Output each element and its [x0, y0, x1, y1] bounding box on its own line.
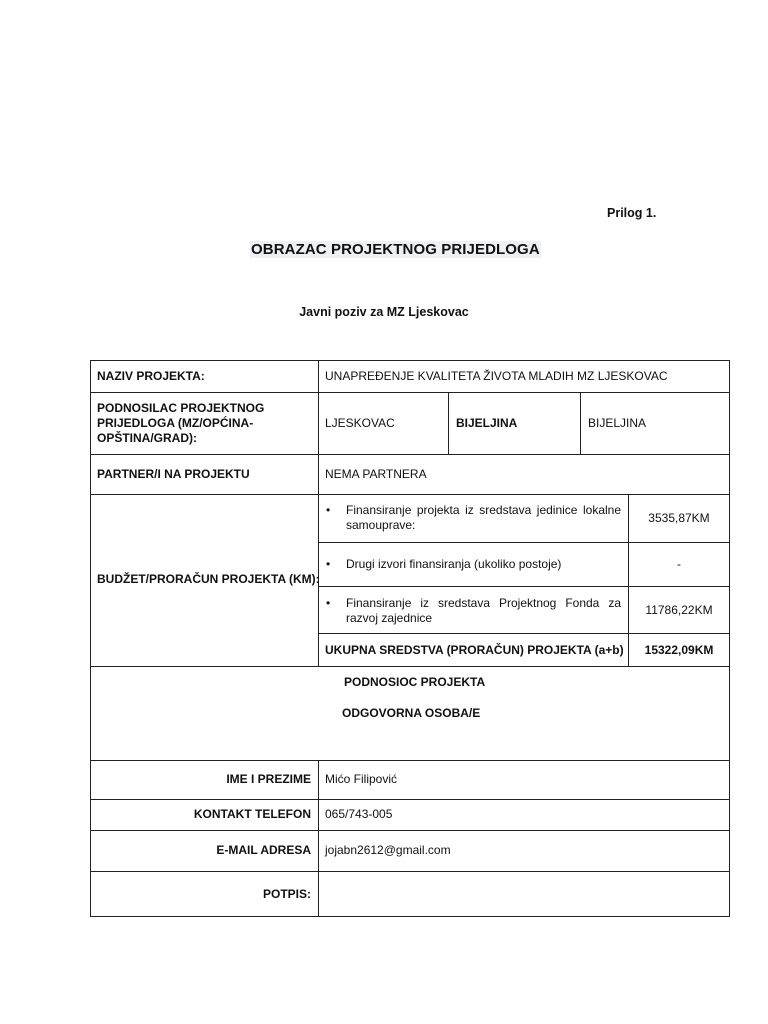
partner-label: PARTNER/I NA PROJEKTU: [97, 467, 250, 481]
budzet-row1-text: Finansiranje projekta iz sredstava jedinice lokalne samouprave:: [346, 503, 621, 532]
podnosilac-grad: BIJELJINA: [588, 416, 647, 430]
naziv-value: UNAPREĐENJE KVALITETA ŽIVOTA MLADIH MZ LJESKOVAC: [325, 369, 668, 383]
ime-value: Mićo Filipović: [325, 772, 398, 786]
bullet-icon: •: [326, 557, 331, 571]
form-title: OBRAZAC PROJEKTNOG PRIJEDLOGA: [251, 241, 540, 258]
potpis-label: POTPIS:: [262, 887, 311, 901]
form-subtitle: Javni poziv za MZ Ljeskovac: [299, 305, 469, 319]
email-label: E-MAIL ADRESA: [216, 843, 311, 857]
telefon-value: 065/743-005: [325, 807, 393, 821]
budzet-row3-amount: 11786,22KM: [645, 603, 713, 617]
odgovorna-title: ODGOVORNA OSOBA/E: [342, 706, 481, 720]
partner-value: NEMA PARTNERA: [325, 467, 427, 481]
budzet-label: BUDŽET/PRORAČUN PROJEKTA (KM):: [97, 572, 320, 586]
budzet-row3-text: Finansiranje iz sredstava Projektnog Fonda za razvoj zajednice: [346, 596, 621, 625]
potpis-value[interactable]: [325, 887, 720, 902]
attachment-label: Prilog 1.: [607, 206, 657, 220]
email-value: jojabn2612@gmail.com: [325, 843, 451, 857]
podnosilac-opcina: BIJELJINA: [456, 416, 518, 430]
podnosilac-label: PODNOSILAC PROJEKTNOG PRIJEDLOGA (MZ/OPĆINA-OPŠTINA/GRAD):: [97, 401, 265, 445]
bullet-icon: •: [326, 596, 331, 610]
ukupno-label: UKUPNA SREDSTVA (PRORAČUN) PROJEKTA (a+b): [325, 643, 624, 657]
budzet-row1-amount: 3535,87KM: [648, 511, 710, 525]
bullet-icon: •: [326, 503, 331, 517]
naziv-label: NAZIV PROJEKTA:: [97, 369, 205, 383]
ukupno-amount: 15322,09KM: [644, 643, 714, 657]
budzet-row2-amount: -: [677, 557, 681, 571]
podnosilac-mz: LJESKOVAC: [325, 416, 395, 430]
budzet-row2-text: Drugi izvori finansiranja (ukoliko postoje): [346, 557, 562, 571]
telefon-label: KONTAKT TELEFON: [193, 807, 311, 821]
podnosioc-title: PODNOSIOC PROJEKTA: [344, 675, 486, 689]
ime-label: IME I PREZIME: [226, 772, 311, 786]
